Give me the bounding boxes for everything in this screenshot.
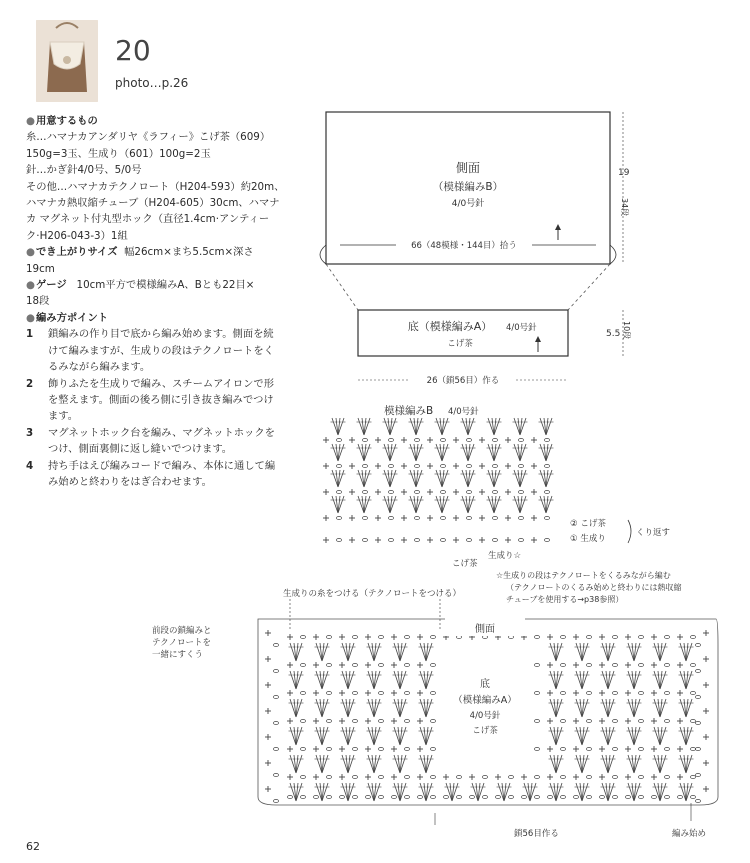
step-text: マグネットホック台を編み、マグネットホックを bbox=[48, 426, 275, 439]
step-text: ます。 bbox=[48, 410, 79, 423]
chart-a-left-note: テクノロートを bbox=[152, 638, 211, 648]
finished-size-value-cont: 19cm bbox=[26, 262, 55, 275]
chart-b-stitch-grid bbox=[323, 418, 554, 543]
finished-size-value: 幅26cm×まち5.5cm×深さ bbox=[124, 246, 254, 259]
chart-b-title: 模様編みB bbox=[384, 405, 434, 417]
bottom-height-label: 5.5 bbox=[606, 329, 621, 339]
step-text: 鎖編みの作り目で底から編み始めます。側面を続 bbox=[48, 328, 274, 341]
chart-b-needle: 4/0号針 bbox=[448, 407, 479, 417]
materials-line: その他…ハマナカテクノロート（H204-593）約20m、 bbox=[26, 180, 285, 193]
bottom-width-label: 26（鎖56目）作る bbox=[426, 376, 500, 386]
bottom-panel-outline bbox=[358, 310, 568, 356]
gauge-value: 10cm平方で模様編みA、Bとも22目× bbox=[76, 279, 255, 292]
step-number: 4 bbox=[26, 459, 34, 472]
side-rows-label: 34段 bbox=[620, 198, 629, 217]
stitch-chart-a bbox=[140, 585, 720, 845]
side-height-label: 19 bbox=[618, 168, 630, 178]
chart-a-bottom-title: 底 bbox=[480, 679, 490, 690]
materials-heading: ● 用意するもの bbox=[26, 113, 306, 129]
materials-line: カ マグネット付丸型ホック（直径1.4cm·アンティー bbox=[26, 213, 270, 226]
bottom-title: 底（模様編みA） bbox=[407, 320, 493, 333]
step-item bbox=[26, 458, 306, 491]
step-text: み始めと終わりをはぎ合わせます。 bbox=[48, 475, 212, 488]
gauge-value-cont: 18段 bbox=[26, 295, 50, 308]
step-number: 3 bbox=[26, 426, 34, 439]
step-text: 飾りふたを生成りで編み、スチームアイロンで形 bbox=[48, 377, 275, 390]
chart-b-note-line: チューブを使用する→p38参照） bbox=[506, 595, 624, 604]
side-width-label: 66（48模様・144目）拾う bbox=[411, 241, 517, 251]
chart-a-bottom-color: こげ茶 bbox=[472, 726, 498, 736]
materials-line: ハマナカ熱収縮チューブ（H204-605）30cm、ハマナ bbox=[26, 197, 280, 210]
chart-a-chain-label: 鎖56目作る bbox=[514, 829, 559, 839]
materials-line: 150g=3玉、生成り（601）100g=2玉 bbox=[26, 147, 211, 160]
chart-a-left-note: 前段の鎖編みと bbox=[152, 626, 212, 636]
chart-b-color-label: 生成り☆ bbox=[488, 551, 522, 561]
chart-a-bottom-pattern: （模様編みA） bbox=[453, 695, 517, 706]
bag-photo-thumbnail bbox=[36, 20, 98, 102]
step-item bbox=[26, 326, 306, 375]
materials-line: 針…かぎ針4/0号、5/0号 bbox=[26, 164, 142, 177]
materials-line: ク·H206-043-3）1組 bbox=[26, 229, 128, 242]
step-number: 1 bbox=[26, 328, 34, 341]
step-text: つけ、側面裏側に返し縫いでつけます。 bbox=[48, 443, 233, 456]
step-text: けて編みますが、生成りの段はテクノロートをく bbox=[48, 344, 274, 357]
chart-a-bottom-needle: 4/0号針 bbox=[469, 711, 501, 721]
step-text: 持ち手はえび編みコードで編み、本体に通して編 bbox=[48, 459, 276, 472]
step-text: を整えます。側面の後ろ側に引き抜き編みでつけ bbox=[48, 393, 274, 406]
photo-page-reference: photo…p.26 bbox=[115, 76, 189, 90]
side-title: 側面 bbox=[455, 161, 481, 175]
step-text: るみながら編みます。 bbox=[48, 361, 151, 374]
chart-a-left-note: 一緒にすくう bbox=[152, 650, 204, 660]
chart-b-note-line: （テクノロートのくるみ始めと終わりには熱収縮 bbox=[506, 583, 682, 592]
step-item bbox=[26, 376, 306, 425]
side-pattern: （模様編みB） bbox=[432, 181, 504, 193]
points-heading: ● 編み方ポイント bbox=[26, 310, 306, 326]
materials-line: 糸…ハマナカアンダリヤ《ラフィー》こげ茶（609） bbox=[26, 131, 271, 144]
page-number: 62 bbox=[26, 840, 40, 853]
step-number: 2 bbox=[26, 377, 34, 390]
chart-a-start-label: 編み始め bbox=[672, 829, 707, 839]
chart-a-top-note: 生成りの糸をつける（テクノロートをつける） bbox=[283, 589, 461, 599]
instructions-column bbox=[26, 113, 306, 490]
pattern-number: 20 bbox=[115, 34, 151, 67]
bottom-rows-label: 10段 bbox=[622, 321, 631, 340]
chart-b-row2-label: ② こげ茶 bbox=[570, 519, 606, 529]
bottom-color: こげ茶 bbox=[447, 339, 473, 349]
chart-b-row1-label: ① 生成り bbox=[570, 534, 606, 544]
chart-b-repeat-label: くり返す bbox=[636, 528, 671, 538]
side-needle: 4/0号針 bbox=[451, 199, 485, 209]
bag-schematic bbox=[300, 100, 640, 400]
chart-a-side-label: 側面 bbox=[475, 624, 495, 635]
bottom-needle: 4/0号針 bbox=[506, 323, 537, 333]
gauge-heading: ● ゲージ bbox=[26, 279, 67, 291]
chart-b-color-label: こげ茶 bbox=[452, 559, 478, 569]
step-item bbox=[26, 425, 306, 458]
stitch-chart-b bbox=[300, 400, 730, 605]
chart-b-note-line: ☆生成りの段はテクノロートをくるみながら編む bbox=[496, 571, 671, 580]
finished-size-heading: ● でき上がりサイズ bbox=[26, 246, 118, 258]
